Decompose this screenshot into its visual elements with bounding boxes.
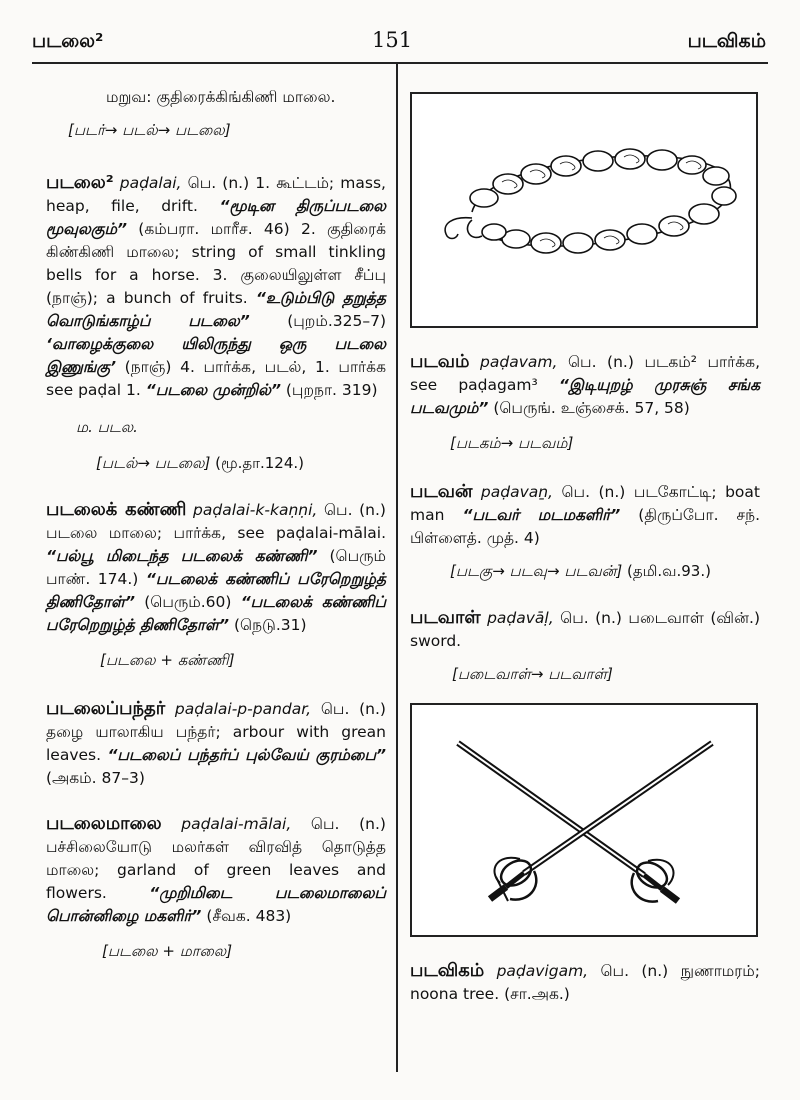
entry-padalai (46, 171, 386, 402)
quotation: “படலை முன்றில்” (145, 381, 281, 399)
entry-padalai-k-kanni (46, 498, 386, 637)
etymology-ref: (மூ.தா.124.) (215, 454, 304, 472)
transliteration: paḍalai-p-pandar, (174, 700, 312, 718)
column-divider (396, 62, 398, 1072)
left-column (46, 78, 386, 962)
entry-padalai-p-pandar (46, 697, 386, 790)
headword: படவாள் (410, 607, 481, 628)
definition-text: பெ. (n.) 1. கூட்டம்; mass, heap, file, drift. (46, 174, 386, 215)
quotation: “படலைக் கண்ணிப் பரேறெறுழ்த் திணிதோள்” (46, 593, 386, 634)
swords-illustration (410, 703, 758, 937)
citation: (பெரும் பாண். 174.) (46, 547, 386, 588)
etymology: [படலை + மாலை] (102, 942, 233, 960)
headword: படலைப்பந்தர் (46, 698, 166, 719)
crossed-swords-drawing (412, 705, 756, 935)
citation: (புறநா. 319) (285, 381, 378, 399)
quotation: “உடும்பிடு தறுத்த வொடுங்காழ்ப் படலை” (46, 289, 387, 330)
garland-drawing (412, 94, 756, 326)
entry-padavam (410, 350, 760, 420)
definition-text: பெ. (n.) படகம்² பார்க்க, see paḍagam³ (410, 353, 760, 394)
quotation: “படலைக் கண்ணிப் பரேறெறுழ்த் திணிதோள்” (46, 570, 386, 611)
definition-text: பெ. (n.) படகோட்டி; boat man (410, 483, 760, 524)
headword: படலை² (46, 172, 114, 193)
etymology-ref: (தமி.வ.93.) (626, 562, 711, 580)
etymology-line (46, 454, 386, 474)
quotation: “இடியுறழ் முரசுஞ் சங்க படவமும்” (410, 376, 760, 417)
citation: (அகம். 87–3) (46, 769, 145, 787)
transliteration: paḍavaṉ, (480, 483, 553, 501)
headword: படலைக் கண்ணி (46, 499, 187, 520)
definition-text: (கம்பரா. மாரீச. 46) 2. குதிரைக் கிண்கிணி மாலை; string of small tinkling bells for a horse. 3. குலையிலுள்ள சீப்பு (நாஞ்); a bunch of fruits. (46, 220, 386, 307)
definition-text: பெ. (n.) நுணாமரம்; noona tree. (சா.அக.) (410, 962, 760, 1003)
right-column (410, 92, 760, 1006)
transliteration: paḍalai-k-kaṇṇi, (193, 501, 318, 519)
entry-padavigam (410, 959, 760, 1006)
entry-padalai-malai (46, 812, 386, 928)
transliteration: paḍalai-mālai, (181, 815, 292, 833)
etymology-line (410, 562, 760, 582)
definition-text: பெ. (n.) பச்சிலையோடு மலர்கள் விரவித் தொடுத்த மாலை; garland of green leaves and flowers. (46, 815, 386, 902)
garland-illustration (410, 92, 758, 328)
headword: படவிகம் (410, 960, 485, 981)
etymology: [படைவாள்→ படவாள்] (452, 665, 613, 683)
etymology: [படலை + கண்ணி] (100, 651, 235, 669)
etymology: [படர்→ படல்→ படலை] (68, 121, 231, 139)
citation: (பெரும்.60) (144, 593, 232, 611)
headword: படவன் (410, 481, 473, 502)
etymology: [படகம்→ படவம்] (450, 434, 574, 452)
definition-text: (நாஞ்) 4. பார்க்க, படல், 1. பார்க்க see paḍal 1. (46, 358, 386, 399)
quotation: “படலைப் பந்தர்ப் புல்வேய் குரம்பை” (107, 746, 386, 764)
transliteration: paḍavigam, (496, 962, 589, 980)
synonym-line: மறுவ: குதிரைக்கிங்கிணி மாலை. (106, 88, 336, 106)
entry-padavan (410, 480, 760, 550)
headword: படலைமாலை (46, 813, 162, 834)
quotation: “படவர் மடமகளிர்” (462, 506, 621, 524)
header-rule (32, 62, 768, 64)
quotation: ‘வாழைக்குலை யிலிருந்து ஒரு படலை இணுங்கு’ (46, 335, 386, 376)
transliteration: paḍavam, (480, 353, 558, 371)
citation: (சீவக. 483) (206, 907, 292, 925)
headword: படவம் (410, 351, 470, 372)
citation: (புறம்.325–7) (287, 312, 386, 330)
quotation: “மூடின திருப்படலை மூவுலகும்” (46, 197, 387, 238)
header-right-guideword: படவிகம் (687, 30, 766, 52)
etymology: [படகு→ படவு→ படவன்] (450, 562, 623, 580)
citation: (பெருங். உஞ்சைக். 57, 58) (493, 399, 690, 417)
definition-text: பெ. (n.) படைவாள் (வின்.) sword. (410, 609, 761, 650)
page-header (0, 0, 800, 62)
transliteration: paḍalai, (119, 174, 182, 192)
cognate: ம. படல. (76, 418, 138, 436)
header-left-guideword: படலை² (32, 30, 104, 52)
page-number: 151 (372, 28, 413, 52)
citation: (நெடு.31) (233, 616, 307, 634)
definition-text: பெ. (n.) தழை யாலாகிய பந்தர்; arbour with grean leaves. (46, 700, 386, 764)
definition-text: பெ. (n.) படலை மாலை; பார்க்க, see paḍalai-mālai. (46, 501, 386, 542)
citation: (திருப்போ. சந். பிள்ளைத். முத். 4) (410, 506, 761, 547)
quotation: “பல்பூ மிடைந்த படலைக் கண்ணி” (46, 547, 318, 565)
transliteration: paḍavāḷ, (487, 609, 554, 627)
entry-padaval (410, 606, 760, 653)
quotation: “முறிமிடை படலைமாலைப் பொன்னிழை மகளிர்” (46, 884, 386, 925)
etymology: [படல்→ படலை] (96, 454, 211, 472)
